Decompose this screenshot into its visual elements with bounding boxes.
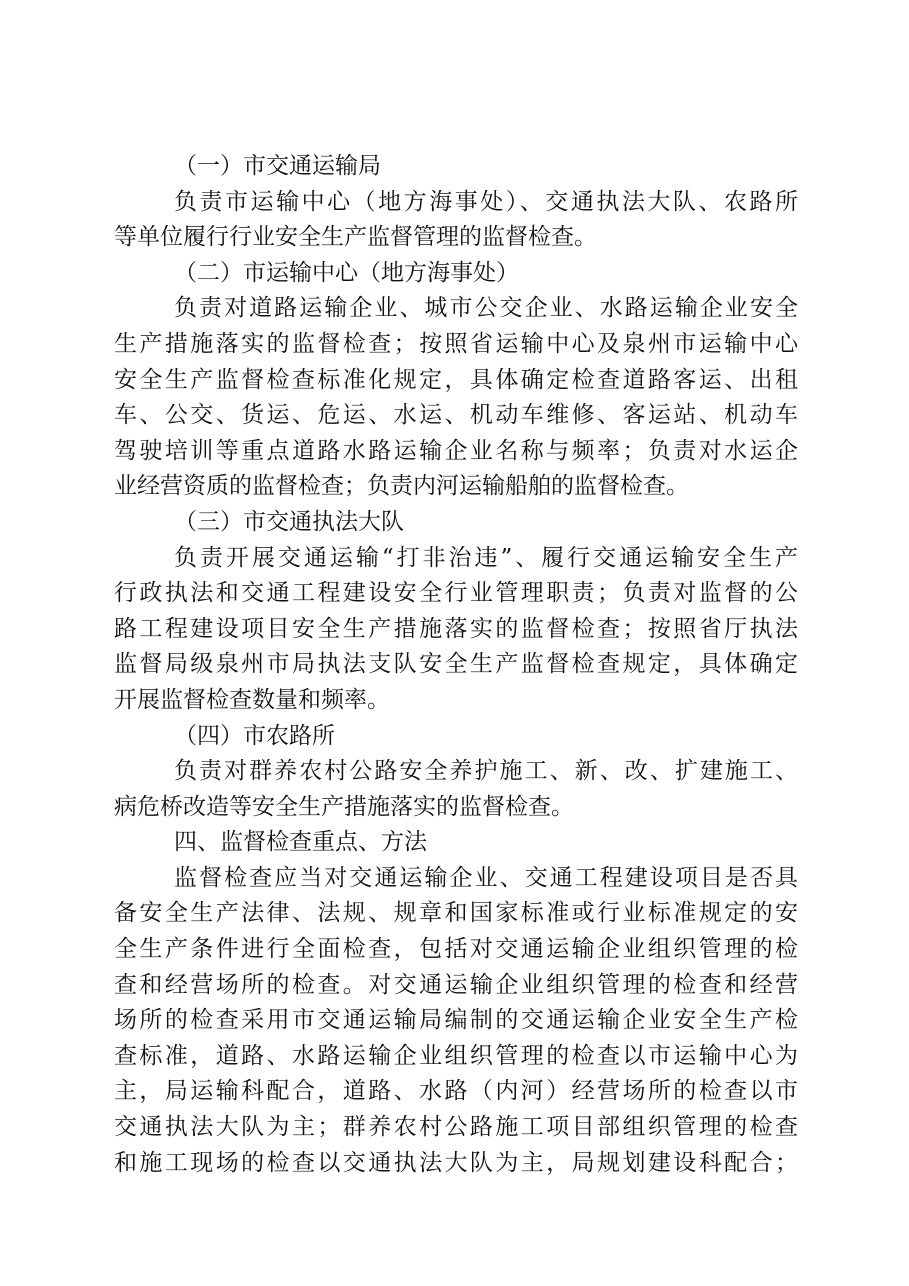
paragraph-line: 负责对道路运输企业、城市公交企业、水路运输企业安全 (174, 295, 798, 322)
paragraph-line: 查标准，道路、水路运输企业组织管理的检查以市运输中心为 (114, 1042, 798, 1069)
section-heading: （一）市交通运输局 (174, 153, 381, 179)
paragraph-line: 开展监督检查数量和频率。 (114, 686, 390, 713)
paragraph-line: 交通执法大队为主；群养农村公路施工项目部组织管理的检查 (114, 1114, 798, 1141)
paragraph-line: 监督局级泉州市局执法支队安全生产监督检查规定，具体确定 (114, 651, 798, 678)
paragraph-line: 病危桥改造等安全生产措施落实的监督检查。 (114, 793, 574, 820)
paragraph-line: 驾驶培训等重点道路水路运输企业名称与频率；负责对水运企 (114, 437, 798, 464)
paragraph-line: 查和经营场所的检查。对交通运输企业组织管理的检查和经营 (114, 971, 798, 998)
paragraph-line: 路工程建设项目安全生产措施落实的监督检查；按照省厅执法 (114, 615, 798, 642)
section-heading: （四）市农路所 (174, 722, 335, 749)
section-heading: （二）市运输中心（地方海事处） (174, 259, 519, 286)
paragraph-line: 生产措施落实的监督检查；按照省运输中心及泉州市运输中心 (114, 330, 798, 357)
paragraph-line: 主，局运输科配合，道路、水路（内河）经营场所的检查以市 (114, 1078, 798, 1105)
paragraph-line: 车、公交、货运、危运、水运、机动车维修、客运站、机动车 (114, 402, 798, 429)
paragraph-line: 负责开展交通运输“打非治违”、履行交通运输安全生产 (174, 544, 798, 571)
paragraph-line: 场所的检查采用市交通运输局编制的交通运输企业安全生产检 (114, 1007, 798, 1034)
paragraph-line: 安全生产监督检查标准化规定，具体确定检查道路客运、出租 (114, 366, 798, 393)
section-heading: 四、监督检查重点、方法 (174, 829, 427, 856)
paragraph-line: 负责对群养农村公路安全养护施工、新、改、扩建施工、 (174, 758, 798, 785)
paragraph-line: 全生产条件进行全面检查，包括对交通运输企业组织管理的检 (114, 936, 798, 963)
paragraph-line: 和施工现场的检查以交通执法大队为主，局规划建设科配合； (114, 1149, 798, 1176)
paragraph-line: 监督检查应当对交通运输企业、交通工程建设项目是否具 (174, 864, 798, 891)
paragraph-line: 行政执法和交通工程建设安全行业管理职责；负责对监督的公 (114, 580, 798, 607)
paragraph-line: 负责市运输中心（地方海事处）、交通执法大队、农路所 (174, 188, 798, 215)
paragraph-line: 业经营资质的监督检查；负责内河运输船舶的监督检查。 (114, 473, 689, 500)
paragraph-line: 等单位履行行业安全生产监督管理的监督检查。 (114, 224, 597, 251)
section-heading: （三）市交通执法大队 (174, 508, 404, 535)
document-body (114, 149, 798, 1181)
paragraph-line: 备安全生产法律、法规、规章和国家标准或行业标准规定的安 (114, 900, 798, 927)
